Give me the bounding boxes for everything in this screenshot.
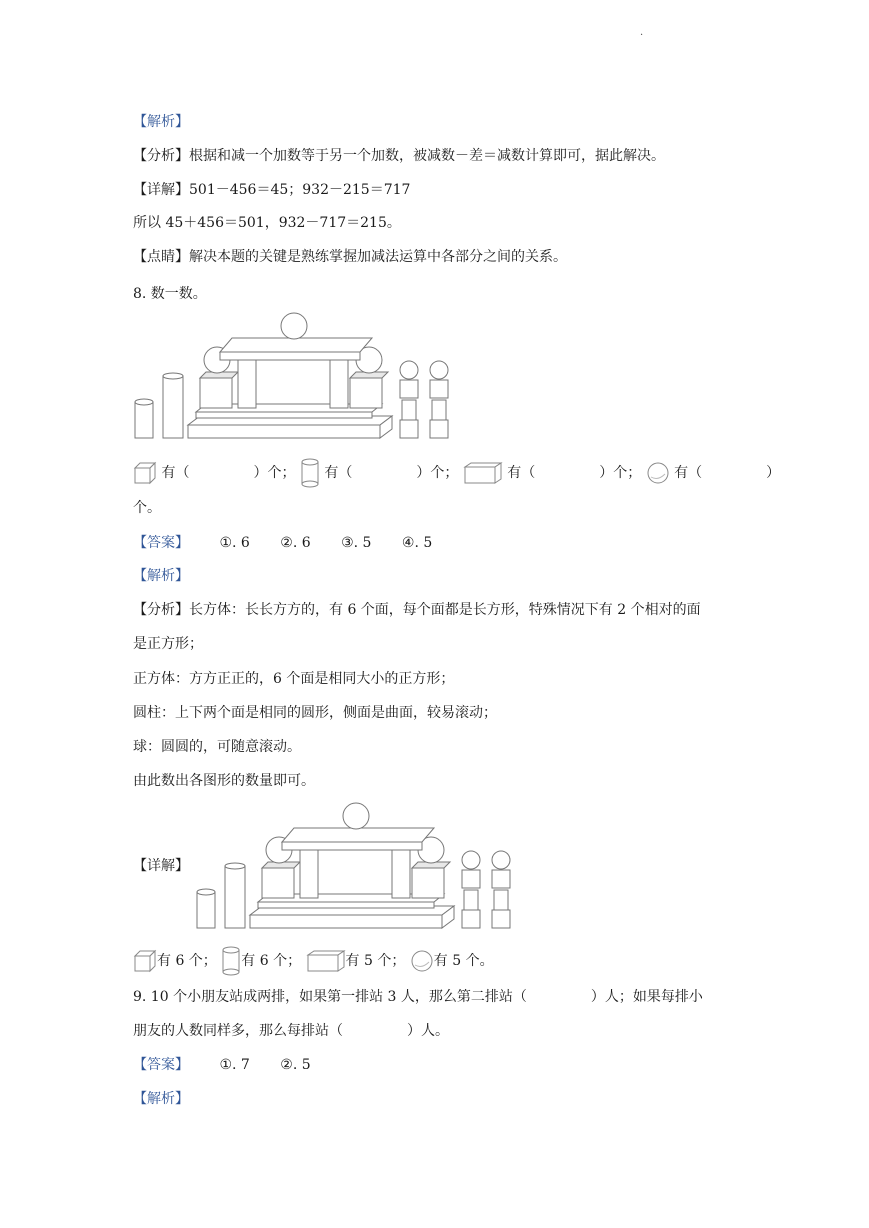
q8-answer-1: ①. 6 xyxy=(219,535,250,551)
q7-analysis-tag: 【解析】 xyxy=(133,114,189,130)
q7-xiangjie: 【详解】501－456＝45；932－215＝717 xyxy=(133,182,411,198)
q8-cube-label: 有（ xyxy=(161,465,190,481)
q8-result-cube: 有 6 个； xyxy=(157,953,217,969)
q8-result-line xyxy=(133,946,494,976)
q8-result-cuboid: 有 5 个； xyxy=(345,953,406,969)
q8-fenxi-1: 【分析】长方体：长长方方的，有 6 个面，每个面都是长方形，特殊情况下有 2 个相对的面 xyxy=(133,602,701,618)
q8-sphere-label: 有（ xyxy=(674,465,703,481)
q8-cuboid-label: 有（ xyxy=(507,465,536,481)
q8-title: 8. 数一数。 xyxy=(133,286,207,302)
q8-cube-end: ）个； xyxy=(253,465,296,481)
q9-line-2-b: ）人。 xyxy=(407,1023,449,1039)
blocks-figure-question xyxy=(130,312,460,442)
q9-line-1-a: 9. 10 个小朋友站成两排，如果第一排站 3 人，那么第二排站（ xyxy=(133,989,527,1005)
blocks-figure-answer xyxy=(192,802,522,932)
cylinder-icon xyxy=(221,946,241,976)
q8-analysis-tag: 【解析】 xyxy=(133,568,189,584)
q8-sphere-end: ） xyxy=(766,465,781,481)
q7-dianjing: 【点睛】解决本题的关键是熟练掌握加减法运算中各部分之间的关系。 xyxy=(133,249,567,265)
q7-fenxi: 【分析】根据和减一个加数等于另一个加数，被减数－差＝减数计算即可，据此解决。 xyxy=(133,148,665,164)
q8-answer-4: ④. 5 xyxy=(401,535,433,551)
q8-qiu: 球：圆圆的，可随意滚动。 xyxy=(133,739,301,755)
q8-fenxi-2: 是正方形； xyxy=(133,636,203,652)
q9-line-1 xyxy=(133,987,703,1007)
q9-answer-1: ①. 7 xyxy=(219,1057,250,1073)
q8-zhengfang: 正方体：方方正正的，6 个面是相同大小的正方形； xyxy=(133,671,455,687)
cube-icon xyxy=(133,949,157,973)
q8-youci: 由此数出各图形的数量即可。 xyxy=(133,773,315,789)
q8-answer-3: ③. 5 xyxy=(341,535,372,551)
q8-result-cyl: 有 6 个； xyxy=(241,953,302,969)
header-mark: · xyxy=(640,30,644,41)
cube-icon xyxy=(133,461,157,485)
cylinder-icon xyxy=(300,458,320,488)
q8-xiangjie-tag: 【详解】 xyxy=(133,858,189,874)
q8-yuanzhu: 圆柱：上下两个面是相同的圆形，侧面是曲面，较易滚动； xyxy=(133,705,497,721)
cuboid-icon xyxy=(306,949,346,973)
q9-line-1-b: ）人；如果每排小 xyxy=(590,989,703,1005)
q7-suoyi: 所以 45＋456＝501，932－717＝215。 xyxy=(133,215,401,231)
q9-line-2-a: 朋友的人数同样多，那么每排站（ xyxy=(133,1023,343,1039)
q8-cyl-label: 有（ xyxy=(324,465,353,481)
q8-tail: 个。 xyxy=(133,500,161,516)
q9-analysis-tag: 【解析】 xyxy=(133,1091,189,1107)
q8-answer-tag: 【答案】 xyxy=(133,535,189,551)
q9-answer-line xyxy=(133,1055,337,1075)
q9-answer-tag: 【答案】 xyxy=(133,1057,189,1073)
q9-line-2 xyxy=(133,1021,449,1041)
q8-answer-line xyxy=(133,533,458,553)
q8-result-sphere: 有 5 个。 xyxy=(433,953,494,969)
q8-cyl-end: ）个； xyxy=(416,465,459,481)
q8-answer-2: ②. 6 xyxy=(280,535,311,551)
cuboid-icon xyxy=(463,461,503,485)
q9-answer-2: ②. 5 xyxy=(280,1057,311,1073)
q8-cuboid-end: ）个； xyxy=(599,465,642,481)
sphere-icon xyxy=(410,949,434,973)
sphere-icon xyxy=(646,461,670,485)
q8-fill-line xyxy=(133,458,780,488)
